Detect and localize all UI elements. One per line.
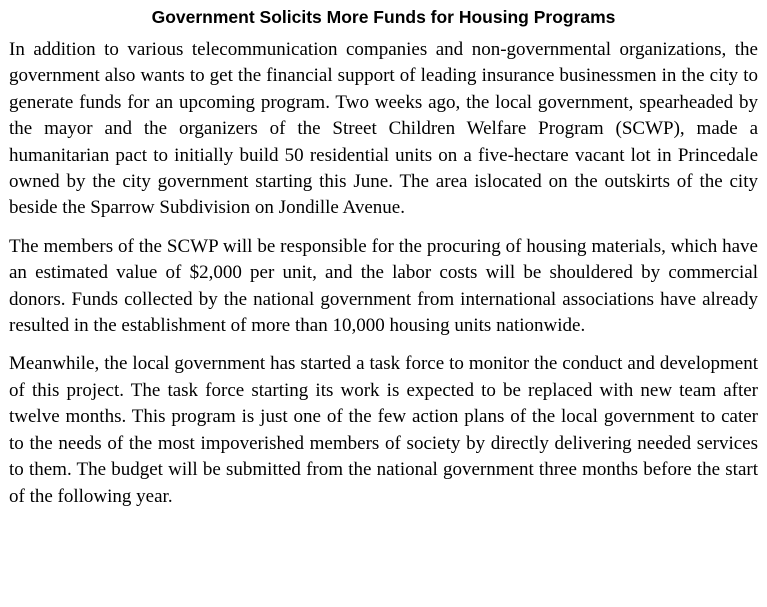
paragraph-3: Meanwhile, the local government has started a task force to monitor the conduct and development of this project. The task force starting its work is expected to be replaced with new team after twelve months. This program is just one of the few action plans of the local government to cater to the needs of the most impoverished members of society by directly delivering needed services to them. The budget will be submitted from the national government three months before the start of the following year. (9, 353, 758, 507)
paragraph-1: In addition to various telecommunication companies and non-governmental organizations, the government also wants to get the financial support of leading insurance businessmen in the city to generate funds for an upcoming program. Two weeks ago, the local government, spearheaded by the mayor and the organizers of the Street Children Welfare Program (SCWP), made a humanitarian pact to initially build 50 residential units on a five-hectare vacant lot in Princedale owned by the city government starting this June. The area islocated on the outskirts of the city beside the Sparrow Subdivision on Jondille Avenue. (9, 39, 758, 219)
paragraph-2: The members of the SCWP will be responsible for the procuring of housing materials, which have an estimated value of $2,000 per unit, and the labor costs will be shouldered by commercial donors. Funds collected by the national government from international associations have already resulted in the establishment of more than 10,000 housing units nationwide. (9, 235, 758, 337)
article-title: Government Solicits More Funds for Housing Programs (151, 7, 616, 27)
